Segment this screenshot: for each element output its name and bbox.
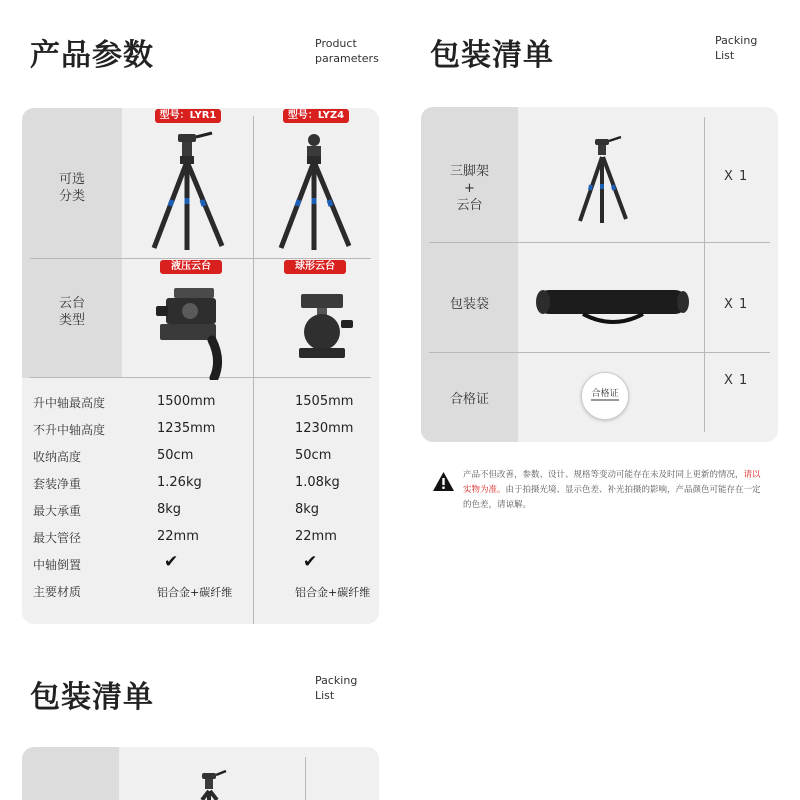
spec-value-lyz4: 8kg xyxy=(295,502,320,517)
spec-value-lyz4: 1.08kg xyxy=(295,475,340,490)
params-title: 产品参数 xyxy=(30,38,154,73)
spec-label: 升中轴最高度 xyxy=(33,396,106,410)
spec-row xyxy=(22,469,379,496)
spec-table xyxy=(22,388,379,604)
packing2-subtitle-line1: Packing xyxy=(315,674,358,687)
cat-head-line1: 云台 xyxy=(58,296,85,311)
model-tag-lyz4: 型号：LYZ4 xyxy=(283,109,349,123)
spec-row xyxy=(22,523,379,550)
params-subtitle-line1: Product xyxy=(315,37,357,50)
packing-subtitle xyxy=(715,33,757,63)
spec-value-lyz4: 1505mm xyxy=(295,394,354,409)
spec-label: 最大管径 xyxy=(33,531,82,545)
disclaimer-post: 由于拍摄光境、显示色差、补光拍摄的影响，产品颜色可能存在一定的色差，请谅解。 xyxy=(463,485,761,510)
params-subtitle-line2: parameters xyxy=(315,52,379,65)
cat-head-line2: 类型 xyxy=(58,313,85,328)
spec-row xyxy=(22,550,379,577)
packing2-title: 包装清单 xyxy=(30,680,154,715)
packing-card xyxy=(421,107,778,442)
spec-value-lyr1: 22mm xyxy=(157,529,199,544)
spec-value-lyr1: 1500mm xyxy=(157,394,216,409)
head-tag-hydraulic: 液压云台 xyxy=(160,260,222,274)
packing-item-name-line: 三脚架 xyxy=(449,164,489,179)
warning-icon xyxy=(432,471,455,492)
packing2-card xyxy=(22,747,379,800)
spec-row xyxy=(22,577,379,604)
check-icon: ✔ xyxy=(164,552,179,572)
params-card xyxy=(22,108,379,624)
params-subtitle xyxy=(315,36,379,66)
packing-item-name-line: + xyxy=(464,181,475,196)
cat-optional-line2: 分类 xyxy=(58,189,85,204)
spec-label: 主要材质 xyxy=(33,585,82,599)
spec-label: 中轴倒置 xyxy=(33,558,82,572)
model-tag-lyr1: 型号：LYR1 xyxy=(155,109,221,123)
head-tag-ball: 球形云台 xyxy=(284,260,346,274)
cat-optional-line1: 可选 xyxy=(58,172,85,187)
carry-bag-image xyxy=(533,282,693,332)
spec-value-lyz4: 50cm xyxy=(295,448,332,463)
packing-item-name xyxy=(421,296,518,313)
packing2-column-divider xyxy=(305,757,306,800)
packing2-left-column xyxy=(22,747,119,800)
tripod-with-head-image xyxy=(571,135,636,225)
spec-row xyxy=(22,442,379,469)
packing-item-name-line: 云台 xyxy=(456,198,483,213)
spec-label: 收纳高度 xyxy=(33,450,82,464)
hydraulic-head-image xyxy=(152,280,232,380)
certificate-label: 合格证 xyxy=(591,389,619,399)
check-icon: ✔ xyxy=(303,552,318,572)
certificate-line xyxy=(591,399,619,401)
packing2-subtitle-line2: List xyxy=(315,689,335,702)
packing-subtitle-line2: List xyxy=(715,49,735,62)
tripod-head-partial-image xyxy=(190,769,230,800)
packing-item-name xyxy=(421,163,518,214)
disclaimer-highlight: 请以实物为准。 xyxy=(463,470,761,495)
packing-subtitle-line1: Packing xyxy=(715,34,758,47)
packing-item-qty: X 1 xyxy=(724,169,749,184)
spec-row xyxy=(22,496,379,523)
spec-row xyxy=(22,388,379,415)
packing-item-name-line: 包装袋 xyxy=(449,297,489,312)
spec-value-lyr1: 8kg xyxy=(157,502,182,517)
packing-item-qty: X 1 xyxy=(724,297,749,312)
packing-divider-2 xyxy=(429,352,770,353)
packing-item-name xyxy=(421,391,518,408)
params-divider-1 xyxy=(30,258,371,259)
spec-label: 套装净重 xyxy=(33,477,82,491)
spec-value-lyr1: 50cm xyxy=(157,448,194,463)
certificate-image xyxy=(581,372,629,420)
params-left-column xyxy=(22,108,122,378)
cat-optional-label xyxy=(22,171,122,205)
packing-title: 包装清单 xyxy=(430,38,554,73)
packing-item-name-line: 合格证 xyxy=(449,392,489,407)
spec-label: 不升中轴高度 xyxy=(33,423,106,437)
packing-divider-1 xyxy=(429,242,770,243)
cat-head-label xyxy=(22,295,122,329)
packing-item-qty: X 1 xyxy=(724,373,749,388)
tripod-lyr1-image xyxy=(142,130,237,255)
spec-label: 最大承重 xyxy=(33,504,82,518)
spec-value-lyz4: 铝合金+碳纤维 xyxy=(295,586,371,599)
packing-column-divider xyxy=(704,117,705,432)
tripod-lyz4-image xyxy=(269,130,364,255)
spec-value-lyr1: 1.26kg xyxy=(157,475,202,490)
packing2-subtitle xyxy=(315,673,357,703)
disclaimer-text xyxy=(463,468,768,513)
spec-value-lyz4: 1230mm xyxy=(295,421,354,436)
spec-row xyxy=(22,415,379,442)
disclaimer-pre: 产品不但改善，参数、设计、规格等变动可能存在未及时同上更新的情况， xyxy=(463,470,744,480)
spec-value-lyr1: 1235mm xyxy=(157,421,216,436)
spec-value-lyz4: 22mm xyxy=(295,529,337,544)
spec-value-lyr1: 铝合金+碳纤维 xyxy=(157,586,233,599)
ball-head-image xyxy=(287,288,357,363)
